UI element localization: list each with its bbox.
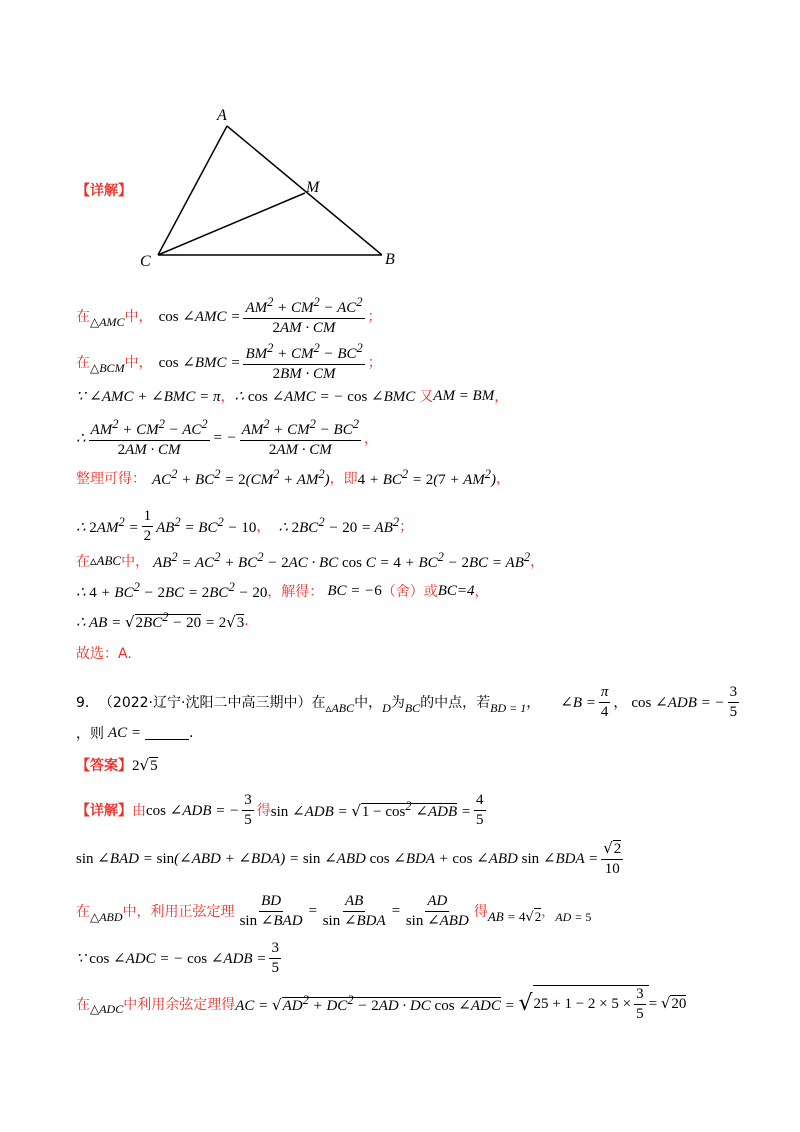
solution-line-4: ∴ $\frac{AM^2 + CM^2 - AC^2}{2AM \cdot CM}$ = − $\frac{AM^2 + CM^2 - BC^2}{2AM \cdot CM}$ ， <box>76 417 378 458</box>
solution-line-9: ∴ AB = $√2BC^2 - 20 = 2√3$ . <box>76 610 249 631</box>
solution-line-7: 在 ▵ABC 中， $AB^2 = AC^2 + BC^2 - 2AC$ · BC $\cos C = 4 + BC^2 - 2BC = AB^2$ ， <box>76 550 545 571</box>
vertex-label-b: B <box>385 251 395 268</box>
detail-label: 【详解】 <box>76 183 132 199</box>
solution-line-1: 在 △AMC 中， cos ∠AMC = $\frac{AM^2 + CM^2 - AC^2}{2AM \cdot CM}$ ； <box>76 295 382 336</box>
question-9-line-2: ，则 AC = . <box>76 724 194 742</box>
vertex-label-m: M <box>306 179 320 196</box>
detail2-line-4: ∵ cos ∠ADC = − cos ∠ADB = $\frac{3}{5}$ <box>76 940 279 976</box>
answer-line: 【答案】 2√5 <box>76 755 158 774</box>
triangle-figure <box>130 100 420 275</box>
vertex-label-c: C <box>140 253 151 270</box>
detail2-line-3: 在 △ABD 中，利用正弦定理 $\frac{BD}{\text{sin ∠BAD}}$ = $\frac{AB}{\text{sin ∠BDA}}$ = $\frac{AD}{\text{sin ∠ABD}}$ 得 AB = 4√2 ， AD = 5 <box>76 893 592 929</box>
vertex-label-a: A <box>217 107 227 124</box>
detail2-line-1: 【详解】 由 cos ∠ADB = − $\frac{3}{5}$ 得 sin ∠ADB = $√1 - \cos^2$ ∠ADB = $\frac{4}{5}$ <box>76 792 484 828</box>
detail2-line-2: sin ∠BAD = sin(∠ABD + ∠BDA) = sin ∠ABD cos ∠BDA + cos ∠ABD sin ∠BDA = $\frac{√2}{10}$ <box>76 839 622 877</box>
detail2-line-5: 在 △ADC 中利用余弦定理得 AC = $√AD^2 + DC^2 - 2AD$ · DC cos ∠ADC = √ 25 + 1 − 2 × 5 × $\frac{3}{5}$ = √20 <box>76 986 687 1022</box>
solution-line-5: 整理可得： $AC^2 + BC^2 = 2(CM^2 + AM^2)$ ，即 $4 + BC^2 = 2(7 + AM^2)$ ， <box>76 467 511 488</box>
solution-line-8: ∴ $4 + BC^2 - 2BC = 2BC^2 - 20$ ，解得： BC = −6 （舍）或 BC=4 ， <box>76 580 489 601</box>
answer-choice: 故选：A. <box>76 646 132 662</box>
solution-line-3: ∵ ∠AMC + ∠BMC = π ， ∴ cos ∠AMC = − cos ∠BMC 又 AM = BM ， <box>76 387 509 405</box>
solution-line-6: ∴ $2AM^2$ = $\frac{1}{2}$ $AB^2 = BC^2 - 10$ ， ∴ $2BC^2 - 20 = AB^2$ ； <box>76 508 414 544</box>
question-9: 9． （2022·辽宁·沈阳二中高三期中） 在 ▵ABC 中， D 为 BC 的中点，若 BD = 1 ， ∠B = $\frac{\pi}{4}$ ， cos ∠ADB = − $\frac{3}{5}$ <box>76 684 738 720</box>
solution-line-2: 在 △BCM 中， cos ∠BMC = $\frac{BM^2 + CM^2 - BC^2}{2BM \cdot CM}$ ； <box>76 341 382 382</box>
